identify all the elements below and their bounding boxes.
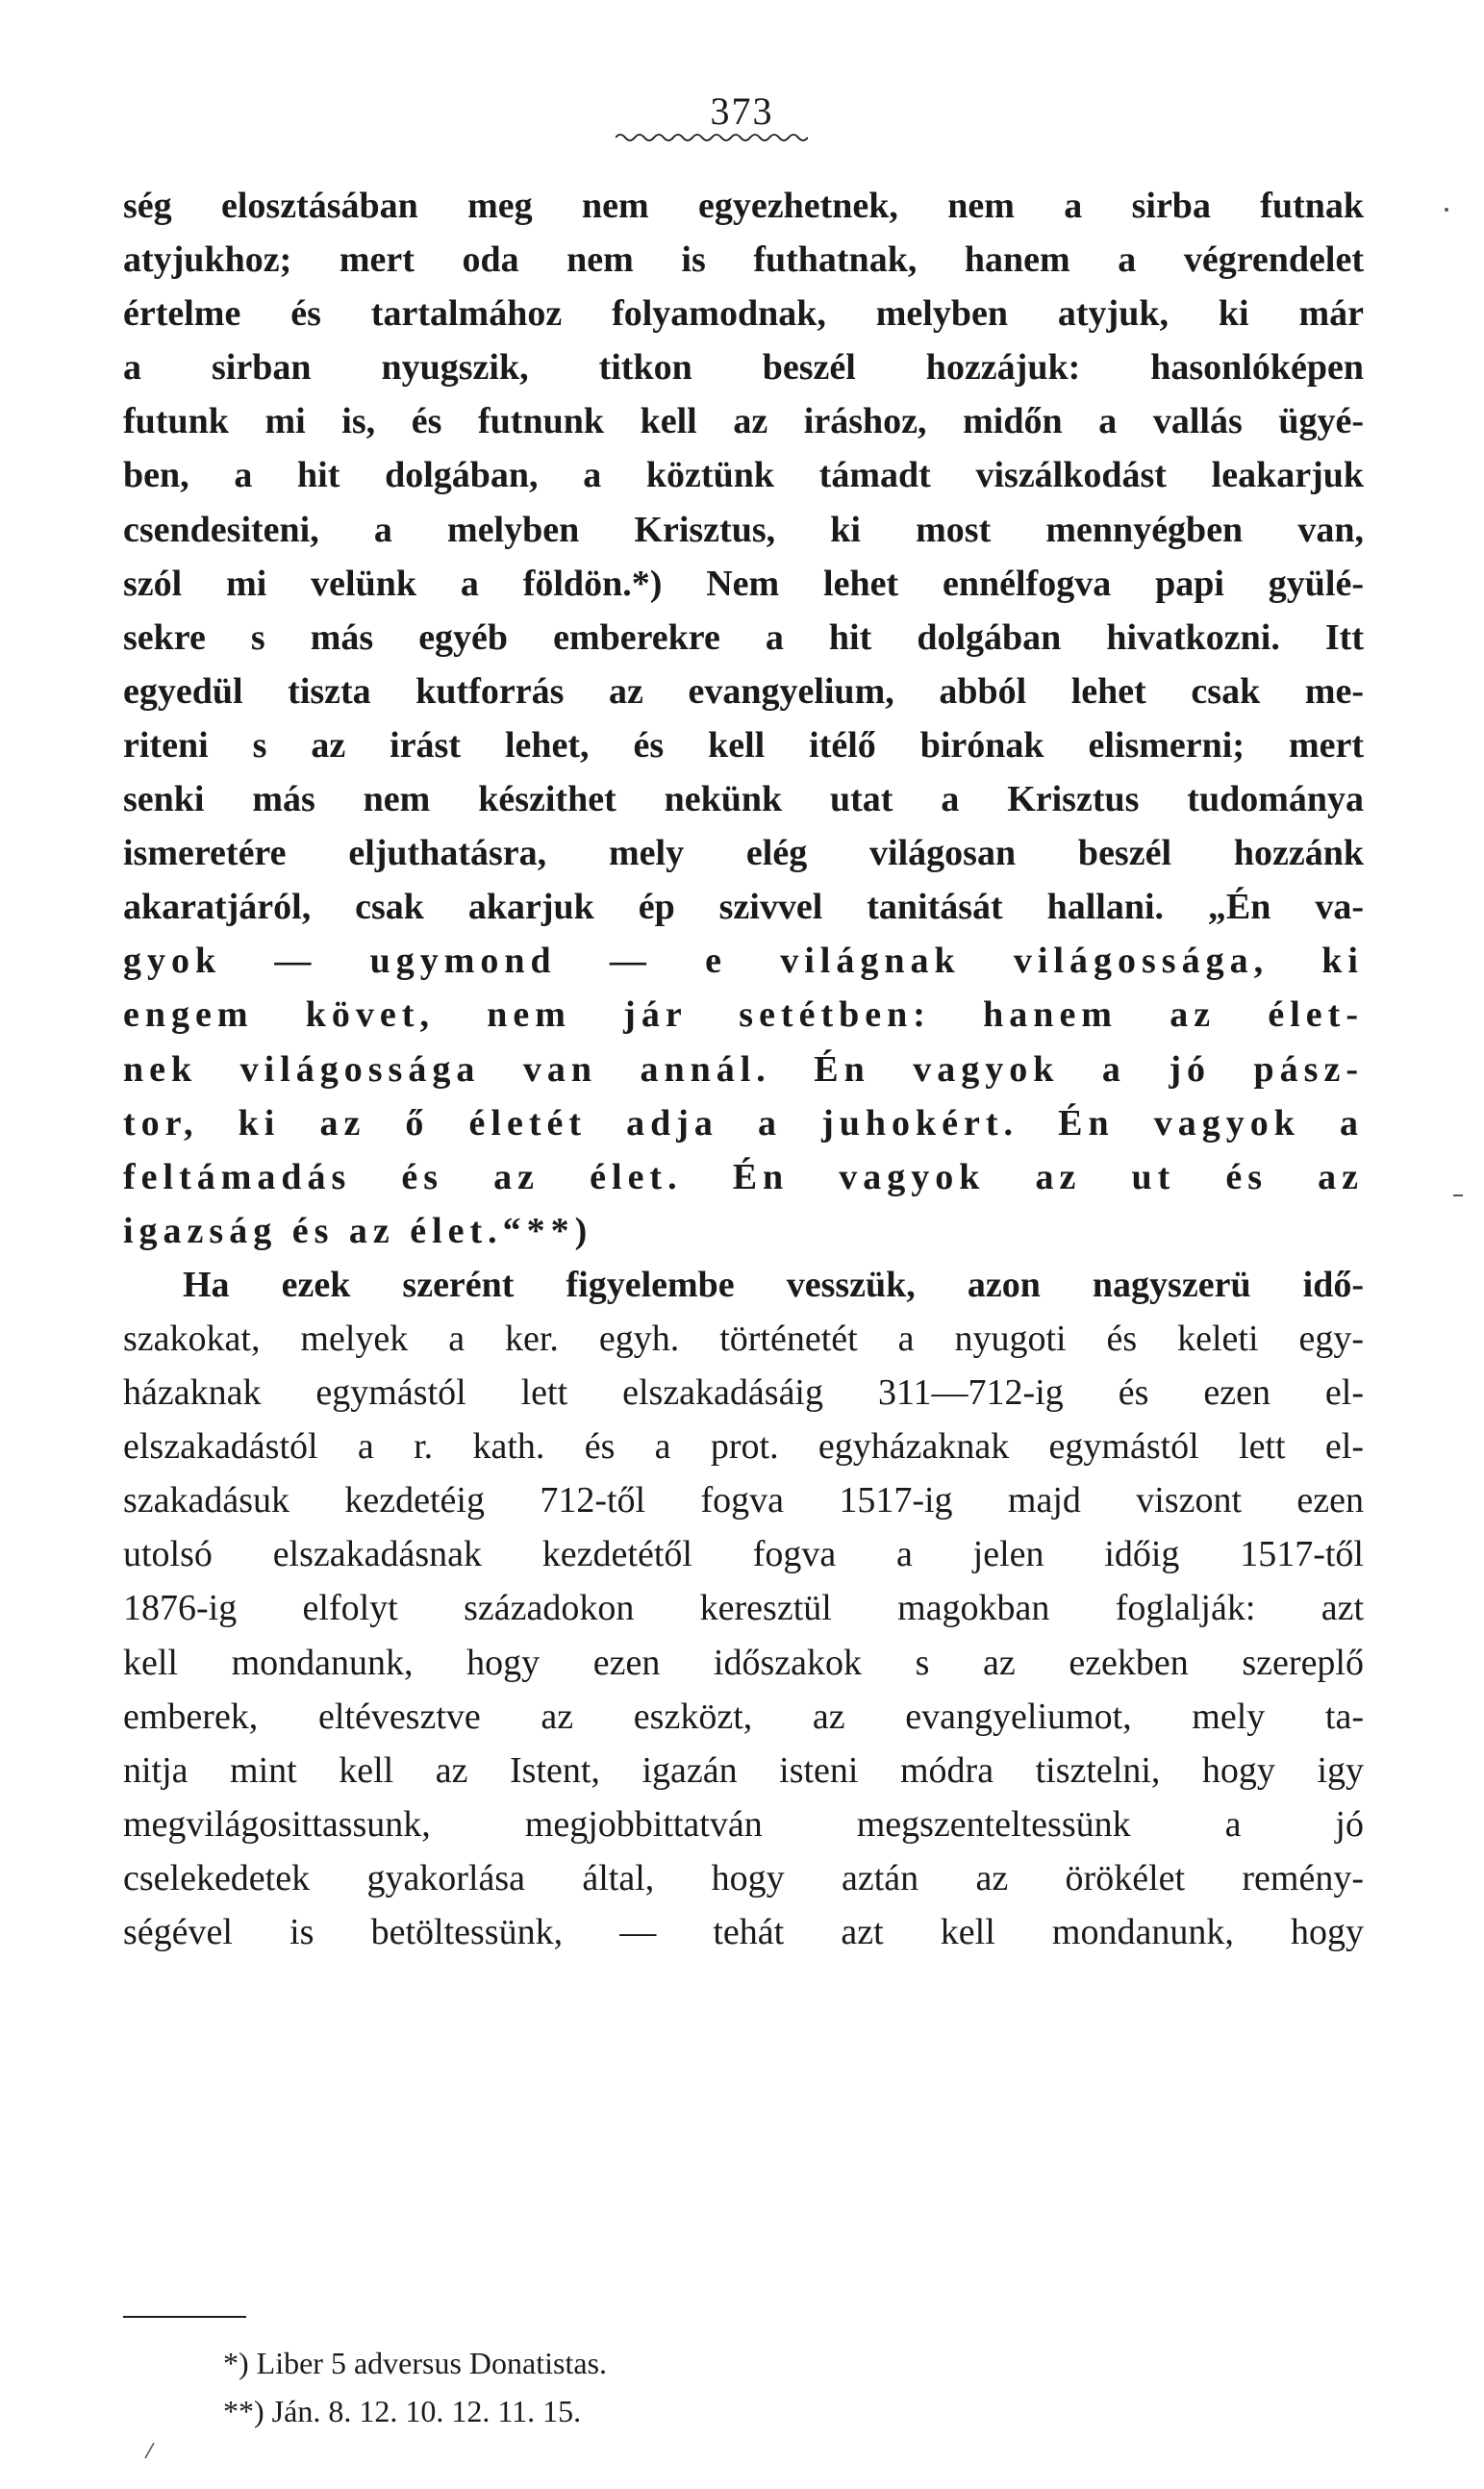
text-line: szakokat, melyek a ker. egyh. történetét a nyugoti és keleti egy- [123, 1318, 1364, 1359]
text-line: riteni s az irást lehet, és kell itélő birónak elismerni; mert [123, 724, 1364, 766]
text-line: szól mi velünk a földön.*) Nem lehet ennélfogva papi gyülé- [123, 563, 1364, 604]
text-line: futunk mi is, és futnunk kell az iráshoz, midőn a vallás ügyé- [123, 401, 1364, 442]
text-line: cselekedetek gyakorlása által, hogy aztán az örökélet remény- [123, 1857, 1364, 1898]
paragraph-start-line: Ha ezek szerént figyelembe vesszük, azon nagyszerü idő- [183, 1264, 1364, 1305]
text-line: értelme és tartalmához folyamodnak, melyben atyjuk, ki már [123, 293, 1364, 335]
page-number: 373 [710, 89, 774, 133]
footnote-1: *) Liber 5 adversus Donatistas. [223, 2346, 608, 2380]
text-line: a sirban nyugszik, titkon beszél hozzájuk: hasonlóképen [123, 347, 1364, 389]
footnote-divider [123, 2316, 246, 2318]
quote-line: tor, ki az ő életét adja a juhokért. Én vagyok a [123, 1102, 1364, 1144]
text-line: ben, a hit dolgában, a köztünk támadt viszálkodást leakarjuk [123, 455, 1364, 496]
text-line: ség elosztásában meg nem egyezhetnek, nem a sirba futnak [123, 186, 1364, 226]
text-line: 1876-ig elfolyt századokon keresztül magokban foglalják: azt [123, 1588, 1364, 1629]
stray-mark-icon [142, 2441, 156, 2460]
stray-mark-icon [1452, 1193, 1464, 1198]
text-line: emberek, eltévesztve az eszközt, az evangyeliumot, mely ta- [123, 1696, 1364, 1737]
text-line: szakadásuk kezdetéig 712-től fogva 1517-ig majd viszont ezen [123, 1480, 1364, 1521]
stray-mark-icon [1443, 206, 1450, 214]
quote-line: nek világossága van annál. Én vagyok a jó pász- [123, 1048, 1364, 1090]
text-line: akaratjáról, csak akarjuk ép szivvel tanitását hallani. „Én va- [123, 887, 1364, 928]
quote-line: feltámadás és az élet. Én vagyok az ut és az [123, 1156, 1364, 1197]
text-line: utolsó elszakadásnak kezdetétől fogva a jelen időig 1517-től [123, 1534, 1364, 1575]
text-line: ismeretére eljuthatásra, mely elég világosan beszél hozzánk [123, 833, 1364, 874]
body-text [123, 179, 1364, 1959]
text-line: kell mondanunk, hogy ezen időszakok s az ezekben szereplő [123, 1642, 1364, 1683]
wavy-ornament-icon [616, 131, 808, 144]
text-line: sekre s más egyéb emberekre a hit dolgában hivatkozni. Itt [123, 616, 1364, 658]
quote-line: engem követ, nem jár setétben: hanem az élet- [123, 994, 1364, 1036]
text-line: csendesiteni, a melyben Krisztus, ki most mennyégben van, [123, 509, 1364, 550]
text-line: egyedül tiszta kutforrás az evangyelium, abból lehet csak me- [123, 670, 1364, 712]
text-line: ségével is betöltessünk, — tehát azt kell mondanunk, hogy [123, 1912, 1364, 1952]
text-line: nitja mint kell az Istent, igazán isteni módra tisztelni, hogy igy [123, 1749, 1364, 1791]
text-line: senki más nem készithet nekünk utat a Krisztus tudománya [123, 779, 1364, 820]
text-line: megvilágosittassunk, megjobbittatván megszenteltessünk a jó [123, 1803, 1364, 1845]
footnote-2: **) Ján. 8. 12. 10. 12. 11. 15. [223, 2394, 582, 2428]
footnotes [223, 2339, 1185, 2435]
quote-line: gyok — ugymond — e világnak világossága, ki [123, 941, 1364, 982]
quote-line-last: igazság és az élet.“**) [123, 1210, 593, 1251]
text-line: atyjukhoz; mert oda nem is futhatnak, hanem a végrendelet [123, 239, 1364, 281]
text-line: házaknak egymástól lett elszakadásáig 311—712-ig és ezen el- [123, 1372, 1364, 1414]
text-line: elszakadástól a r. kath. és a prot. egyházaknak egymástól lett el- [123, 1426, 1364, 1468]
